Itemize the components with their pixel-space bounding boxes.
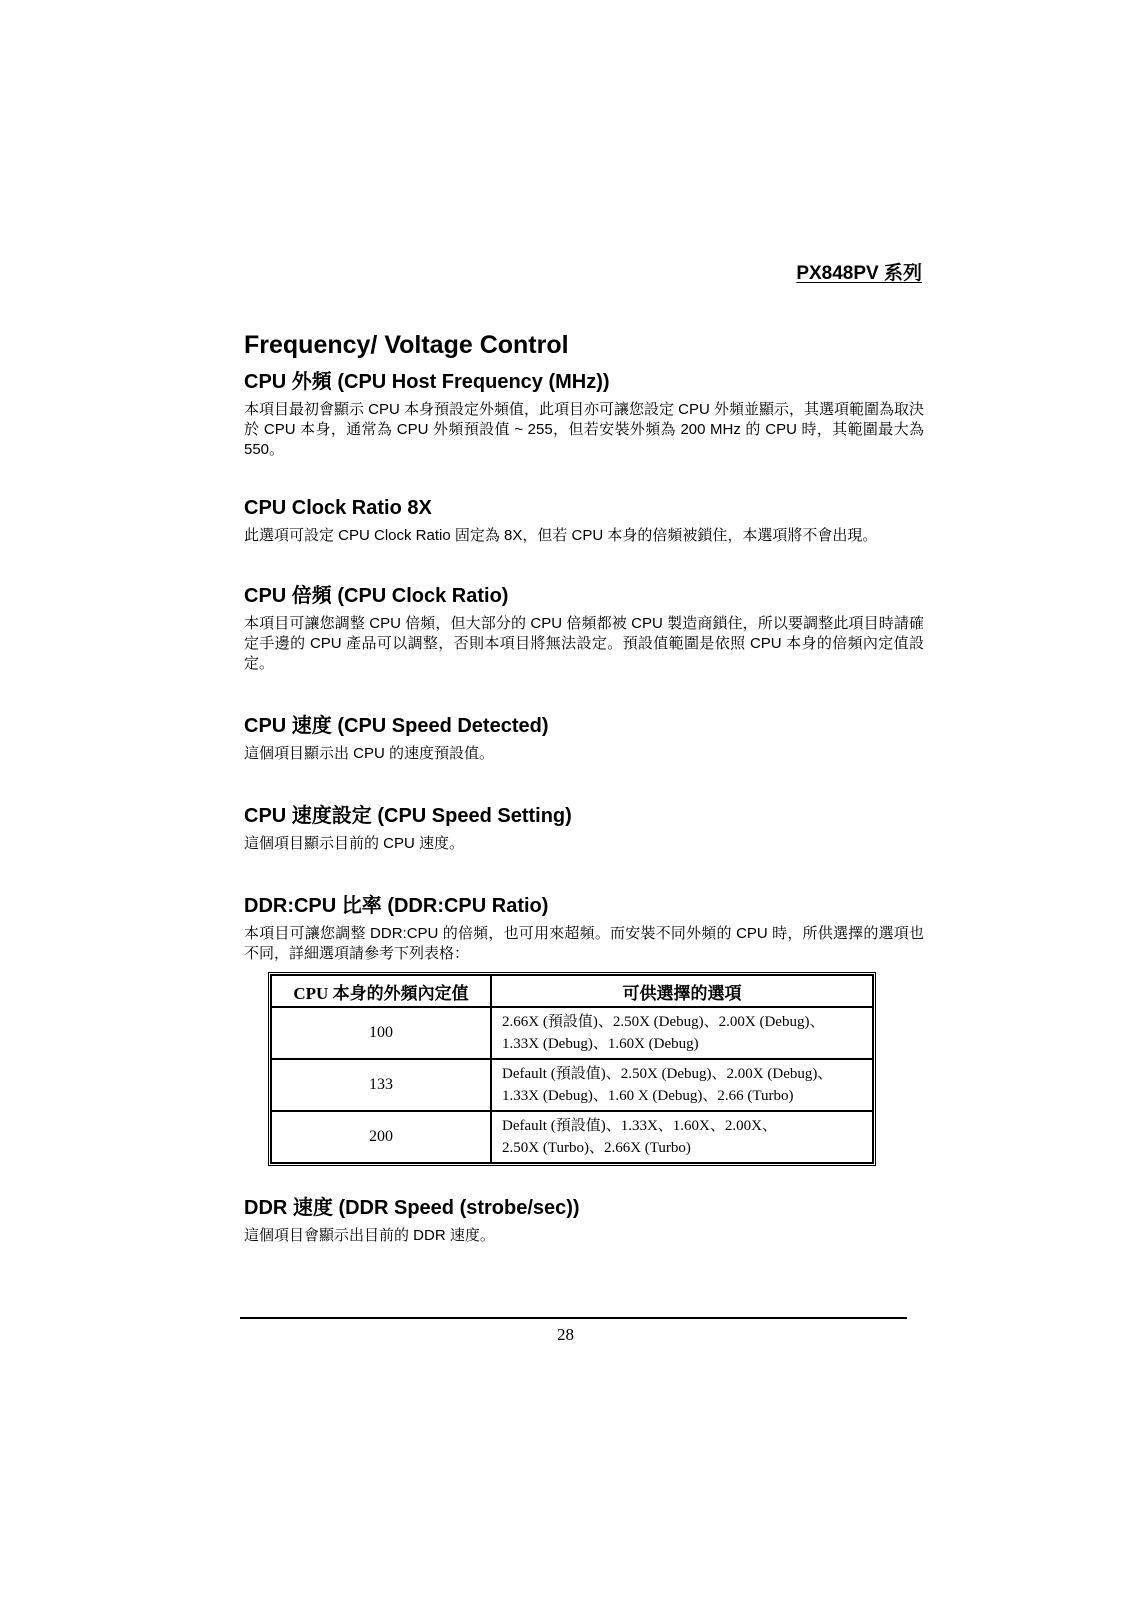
section-cpu-clock-ratio-8x — [244, 494, 924, 546]
page-number: 28 — [557, 1325, 574, 1344]
options-line: Default (預設值)、2.50X (Debug)、2.00X (Debug)、 — [502, 1066, 833, 1082]
options-line: 2.50X (Turbo)、2.66X (Turbo) — [502, 1140, 691, 1156]
section-heading: CPU 倍頻 (CPU Clock Ratio) — [244, 585, 509, 607]
page-content — [244, 328, 924, 1246]
section-heading: CPU 速度設定 (CPU Speed Setting) — [244, 805, 572, 827]
section-heading: CPU 速度 (CPU Speed Detected) — [244, 715, 549, 737]
frequency-cell: 133 — [271, 1059, 491, 1111]
table-row — [271, 1059, 873, 1111]
section-cpu-clock-ratio — [244, 582, 924, 674]
options-line: Default (預設值)、1.33X、1.60X、2.00X、 — [502, 1118, 777, 1134]
section-cpu-host-frequency — [244, 368, 924, 460]
table-header-row — [271, 975, 873, 1007]
section-cpu-speed-setting — [244, 802, 924, 854]
table-row — [271, 1007, 873, 1059]
section-body: 這個項目顯示出 CPU 的速度預設值。 — [244, 745, 495, 762]
section-body: 此選項可設定 CPU Clock Ratio 固定為 8X，但若 CPU 本身的倍頻被鎖住，本選項將不會出現。 — [244, 527, 878, 544]
section-body: 本項目可讓您調整 CPU 倍頻，但大部分的 CPU 倍頻都被 CPU 製造商鎖住，所以要調整此項目時請確定手邊的 CPU 產品可以調整，否則本項目將無法設定。預設值範圍是依照 CPU 本身的倍頻內定值設定。 — [244, 615, 924, 672]
footer-divider — [240, 1317, 907, 1319]
section-body: 本項目可讓您調整 DDR:CPU 的倍頻，也可用來超頻。而安裝不同外頻的 CPU 時，所供選擇的選項也不同，詳細選項請參考下列表格： — [244, 925, 924, 962]
section-body: 這個項目會顯示出目前的 DDR 速度。 — [244, 1227, 495, 1244]
options-cell — [491, 1059, 873, 1111]
section-heading: CPU 外頻 (CPU Host Frequency (MHz)) — [244, 371, 610, 393]
section-body: 這個項目顯示目前的 CPU 速度。 — [244, 835, 465, 852]
section-cpu-speed-detected — [244, 712, 924, 764]
section-ddr-speed — [244, 1194, 924, 1246]
options-line: 2.66X (預設值)、2.50X (Debug)、2.00X (Debug)、 — [502, 1014, 825, 1030]
section-heading: DDR:CPU 比率 (DDR:CPU Ratio) — [244, 895, 549, 917]
ddr-cpu-ratio-table — [268, 972, 876, 1166]
options-line: 1.33X (Debug)、1.60 X (Debug)、2.66 (Turbo) — [502, 1088, 794, 1104]
options-line: 1.33X (Debug)、1.60X (Debug) — [502, 1036, 699, 1052]
column-header-available-options: 可供選擇的選項 — [491, 975, 873, 1007]
column-header-default-frequency: CPU 本身的外頻內定值 — [271, 975, 491, 1007]
options-cell — [491, 1007, 873, 1059]
table-row — [271, 1111, 873, 1163]
section-heading: DDR 速度 (DDR Speed (strobe/sec)) — [244, 1197, 580, 1219]
page-title: Frequency/ Voltage Control — [244, 331, 569, 359]
section-heading: CPU Clock Ratio 8X — [244, 497, 432, 519]
frequency-cell: 100 — [271, 1007, 491, 1059]
series-header: PX848PV 系列 — [796, 263, 922, 284]
section-body: 本項目最初會顯示 CPU 本身預設定外頻值，此項目亦可讓您設定 CPU 外頻並顯示，其選項範圍為取決於 CPU 本身，通常為 CPU 外頻預設值 ~ 255，但若安裝外頻為 200 MHz 的 CPU 時，其範圍最大為 550。 — [244, 401, 925, 458]
frequency-cell: 200 — [271, 1111, 491, 1163]
section-ddr-cpu-ratio — [244, 892, 924, 1166]
options-cell — [491, 1111, 873, 1163]
